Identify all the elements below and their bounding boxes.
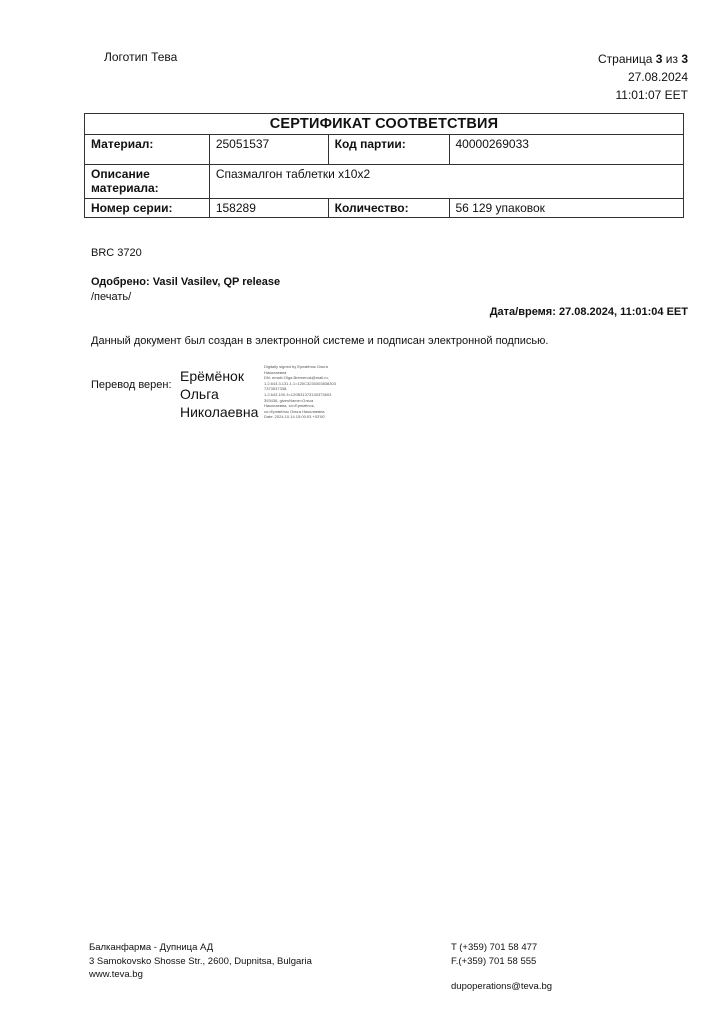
stamp-note: /печать/ xyxy=(91,291,132,303)
footer-company-info xyxy=(89,941,312,982)
certificate-title: СЕРТИФИКАТ СООТВЕТСТВИЯ xyxy=(85,114,684,135)
quantity-label: Количество: xyxy=(328,199,449,218)
footer-email: dupoperations@teva.bg xyxy=(451,981,553,992)
batch-code-label: Код партии: xyxy=(328,135,449,165)
series-value: 158289 xyxy=(209,199,328,218)
logo-text: Логотип Тева xyxy=(104,50,178,64)
footer-contacts xyxy=(451,941,537,968)
approval-datetime: Дата/время: 27.08.2024, 11:01:04 EET xyxy=(489,306,688,318)
page-header-info xyxy=(598,50,688,104)
material-value: 25051537 xyxy=(209,135,328,165)
quantity-value: 56 129 упаковок xyxy=(449,199,684,218)
batch-code-value: 40000269033 xyxy=(449,135,684,165)
material-label: Материал: xyxy=(85,135,210,165)
series-label: Номер серии: xyxy=(85,199,210,218)
footer-fax: F.(+359) 701 58 555 xyxy=(451,955,537,967)
certificate-table xyxy=(84,113,684,218)
footer-company: Балканфарма - Дупница АД xyxy=(89,942,214,953)
digital-signature-meta: Digitally signed by Еремёнок Ольга Николаевна DN: email=Olga.Bremenok@mail.ru, 1.2.643.3.131.1.1=120C3230303838303 7373537338, 1.2.643.100.3=120B31373130373603 393436, givenName=Ольга Николаевна, sn=Еремёнок, cn=Еремёнок Ольга Николаевна Date: 2024.10.14 15:00:03 +03'00' xyxy=(264,364,336,420)
footer-address: 3 Samokovsko Shosse Str., 2600, Dupnitsa, Bulgaria xyxy=(89,955,312,967)
footer-phone: T (+359) 701 58 477 xyxy=(451,942,538,953)
translation-label: Перевод верен: xyxy=(91,379,172,391)
electronic-signature-note: Данный документ был создан в электронной системе и подписан электронной подписью. xyxy=(91,335,549,347)
description-label: Описание материала: xyxy=(85,165,210,199)
page-number: Страница 3 из 3 xyxy=(598,52,688,66)
footer-website: www.teva.bg xyxy=(89,969,143,980)
brc-code: BRC 3720 xyxy=(91,247,142,259)
approved-by: Одобрено: Vasil Vasilev, QP release xyxy=(91,276,281,288)
description-value: Спазмалгон таблетки x10x2 xyxy=(209,165,683,199)
header-date: 27.08.2024 xyxy=(627,70,688,84)
header-time: 11:01:07 EET xyxy=(615,88,688,102)
signer-name: Ерёмёнок Ольга Николаевна xyxy=(180,368,259,420)
